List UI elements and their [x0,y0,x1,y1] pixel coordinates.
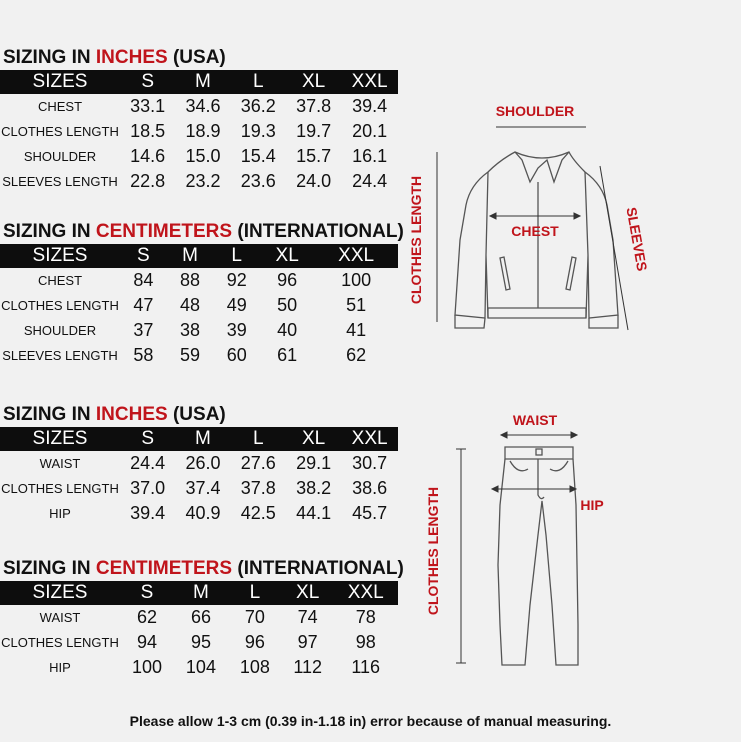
size-value-cell: 19.7 [296,121,332,141]
row-label: HIP [49,660,71,675]
size-value-cell: 59 [180,345,201,365]
table-row [0,169,398,194]
size-header-xxl: XXL [314,244,398,268]
size-value-cell: 24.4 [352,171,388,191]
size-header-m: M [167,244,214,268]
size-table [0,70,398,194]
table-row [0,501,398,526]
size-value-cell: 62 [136,607,157,627]
table-row [0,630,398,655]
size-value-cell: 29.1 [296,453,332,473]
size-value-cell: 92 [226,270,247,290]
size-value-cell: 16.1 [352,146,388,166]
row-label: CLOTHES LENGTH [1,124,119,139]
size-value-cell: 97 [297,632,318,652]
size-header-xxl: XXL [341,427,398,451]
row-label: CHEST [37,273,83,288]
size-value-cell: 112 [293,657,323,677]
size-value-cell: 20.1 [352,121,388,141]
size-value-cell: 23.6 [240,171,276,191]
size-value-cell: 78 [355,607,376,627]
size-table [0,427,398,526]
waist-label: WAIST [512,412,558,428]
table-header-row [0,70,398,94]
table-row [0,605,398,630]
jacket-sleeve-seams [486,172,588,255]
size-value-cell: 95 [190,632,211,652]
size-section-tops-inches [0,47,400,194]
jacket-collar [515,152,569,182]
table-row [0,318,398,343]
size-header-xl: XL [260,244,314,268]
size-header-l: L [228,581,282,605]
size-value-cell: 37 [133,320,154,340]
section-title: SIZING IN CENTIMETERS (INTERNATIONAL) [3,221,404,242]
size-value-cell: 41 [346,320,367,340]
size-value-cell: 15.0 [185,146,221,166]
pants-left-pocket [510,461,528,471]
size-value-cell: 45.7 [352,503,388,523]
section-title: SIZING IN CENTIMETERS (INTERNATIONAL) [3,558,404,579]
table-row [0,293,398,318]
sizes-header: SIZES [0,427,120,451]
table-row [0,144,398,169]
pants-measurement-diagram [400,405,741,670]
size-value-cell: 62 [346,345,367,365]
size-value-cell: 47 [133,295,154,315]
clothes-length-label: CLOTHES LENGTH [408,175,424,305]
size-header-s: S [120,70,175,94]
size-value-cell: 98 [355,632,376,652]
chest-label: CHEST [511,223,559,239]
table-header-row [0,581,398,605]
size-value-cell: 44.1 [296,503,332,523]
size-value-cell: 40.9 [185,503,221,523]
size-value-cell: 70 [244,607,265,627]
size-value-cell: 37.8 [296,96,332,116]
size-header-m: M [175,427,230,451]
size-value-cell: 15.4 [240,146,276,166]
size-value-cell: 37.8 [240,478,276,498]
table-header-row [0,427,398,451]
size-header-s: S [120,581,174,605]
size-value-cell: 58 [133,345,154,365]
size-value-cell: 66 [190,607,211,627]
size-value-cell: 38.6 [352,478,388,498]
sizes-header: SIZES [0,581,120,605]
row-label: SHOULDER [23,149,97,164]
size-value-cell: 39.4 [130,503,166,523]
size-header-s: S [120,427,175,451]
size-value-cell: 40 [277,320,298,340]
size-table [0,244,398,368]
size-value-cell: 18.5 [130,121,166,141]
row-label: CLOTHES LENGTH [1,298,119,313]
table-row [0,343,398,368]
section-title: SIZING IN INCHES (USA) [3,47,226,68]
sizes-header: SIZES [0,244,120,268]
table-row [0,119,398,144]
size-value-cell: 23.2 [185,171,221,191]
table-row [0,476,398,501]
sleeves-measure-line [600,166,628,330]
table-row [0,451,398,476]
size-value-cell: 48 [180,295,201,315]
size-value-cell: 108 [239,657,270,677]
size-value-cell: 42.5 [240,503,276,523]
table-row [0,268,398,293]
size-value-cell: 38.2 [296,478,332,498]
size-value-cell: 26.0 [185,453,221,473]
size-value-cell: 116 [351,657,381,677]
size-value-cell: 37.0 [130,478,166,498]
table-row [0,655,398,680]
row-label: WAIST [39,456,81,471]
size-header-xl: XL [282,581,334,605]
pants-button [536,449,542,455]
measurement-note: Please allow 1-3 cm (0.39 in-1.18 in) error because of manual measuring. [129,713,612,729]
size-value-cell: 84 [133,270,154,290]
row-label: CHEST [37,99,83,114]
pants-fly [538,459,544,499]
row-label: CLOTHES LENGTH [1,481,119,496]
size-header-l: L [213,244,260,268]
size-value-cell: 49 [226,295,247,315]
sizes-header: SIZES [0,70,120,94]
size-value-cell: 22.8 [130,171,166,191]
row-label: CLOTHES LENGTH [1,635,119,650]
size-value-cell: 74 [297,607,318,627]
size-value-cell: 14.6 [130,146,166,166]
size-value-cell: 88 [180,270,201,290]
size-section-pants-inches [0,404,400,526]
row-label: SLEEVES LENGTH [2,348,118,363]
size-value-cell: 60 [226,345,247,365]
pants-clothes-length-label: CLOTHES LENGTH [425,486,441,616]
size-value-cell: 33.1 [130,96,166,116]
size-value-cell: 39.4 [352,96,388,116]
table-header-row [0,244,398,268]
pants-right-pocket [550,461,568,471]
size-value-cell: 50 [277,295,298,315]
size-header-l: L [231,70,286,94]
size-value-cell: 39 [226,320,247,340]
size-header-xl: XL [286,427,341,451]
size-section-pants-centimeters [0,558,404,680]
row-label: SLEEVES LENGTH [2,174,118,189]
size-header-m: M [175,70,230,94]
sleeves-label: SLEEVES [623,205,651,273]
size-value-cell: 61 [277,345,298,365]
size-value-cell: 104 [185,657,216,677]
hip-label: HIP [580,497,604,513]
size-header-m: M [174,581,228,605]
size-value-cell: 94 [136,632,157,652]
size-value-cell: 51 [346,295,367,315]
jacket-hem [488,308,586,318]
size-value-cell: 24.4 [130,453,166,473]
section-title: SIZING IN INCHES (USA) [3,404,226,425]
size-header-l: L [231,427,286,451]
size-section-tops-centimeters [0,221,404,368]
size-value-cell: 36.2 [240,96,276,116]
size-value-cell: 30.7 [352,453,388,473]
size-header-xxl: XXL [333,581,398,605]
jacket-left-pocket [500,257,510,290]
row-label: WAIST [39,610,81,625]
size-header-xl: XL [286,70,341,94]
size-value-cell: 27.6 [240,453,276,473]
size-value-cell: 100 [341,270,372,290]
size-value-cell: 100 [131,657,162,677]
row-label: SHOULDER [23,323,97,338]
table-row [0,94,398,119]
row-label: HIP [49,506,71,521]
jacket-right-pocket [566,257,576,290]
jacket-measurement-diagram [400,90,741,350]
size-value-cell: 38 [180,320,201,340]
size-value-cell: 19.3 [240,121,276,141]
size-value-cell: 15.7 [296,146,332,166]
size-value-cell: 18.9 [185,121,221,141]
size-value-cell: 24.0 [296,171,332,191]
size-value-cell: 34.6 [185,96,221,116]
size-header-xxl: XXL [341,70,398,94]
size-value-cell: 96 [244,632,265,652]
size-value-cell: 37.4 [185,478,221,498]
size-header-s: S [120,244,167,268]
shoulder-label: SHOULDER [495,103,575,119]
size-value-cell: 96 [277,270,298,290]
size-table [0,581,398,680]
